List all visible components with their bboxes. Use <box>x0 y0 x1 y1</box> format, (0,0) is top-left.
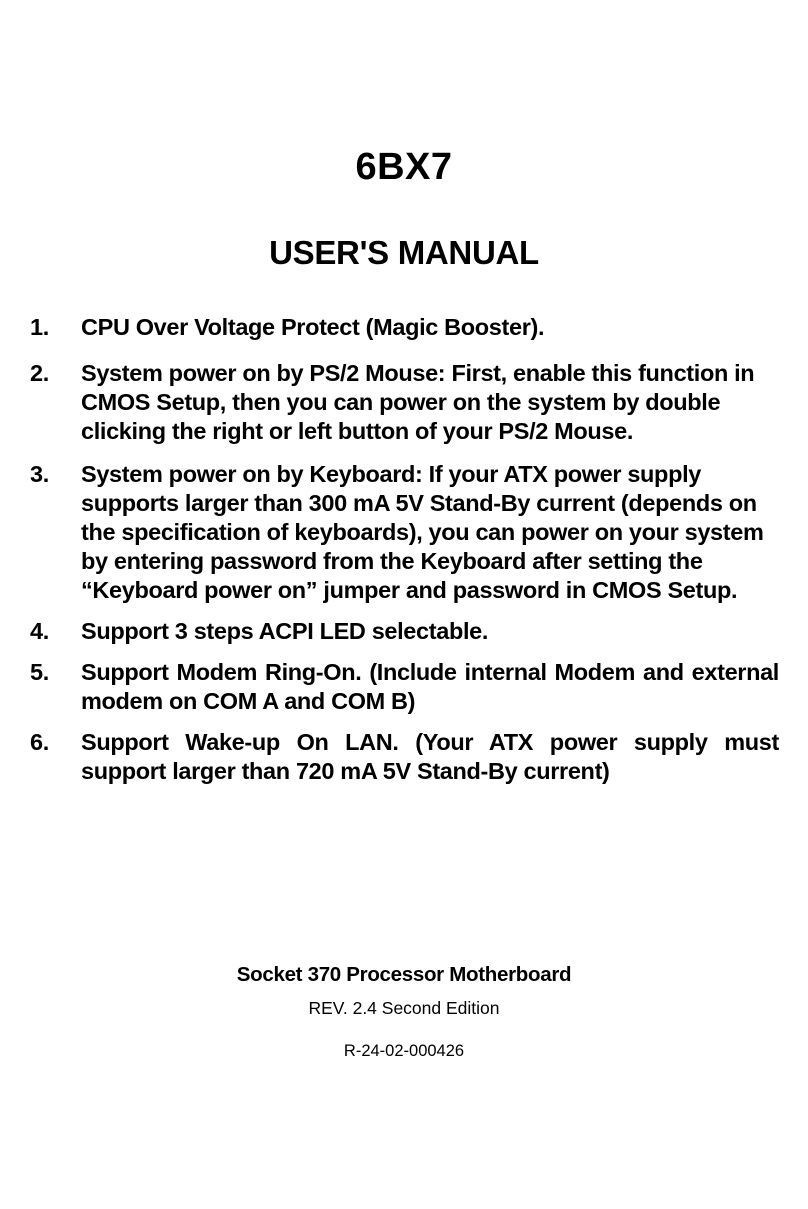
feature-text: Support Modem Ring-On. (Include internal Modem and external modem on COM A and COM B) <box>81 659 779 714</box>
feature-text: Support Wake-up On LAN. (Your ATX power supply must support larger than 720 mA 5V Stand-By current) <box>81 729 779 784</box>
feature-text: CPU Over Voltage Protect (Magic Booster). <box>81 314 545 340</box>
feature-text: Support 3 steps ACPI LED selectable. <box>81 618 489 644</box>
feature-item-4 <box>0 617 779 646</box>
feature-number: 4. <box>30 618 49 644</box>
revision-label: REV. 2.4 Second Edition <box>308 998 500 1018</box>
feature-item-2 <box>0 359 779 446</box>
feature-list <box>0 313 808 798</box>
feature-item-3 <box>0 460 779 605</box>
feature-number: 6. <box>30 729 49 755</box>
feature-number: 5. <box>30 659 49 685</box>
feature-item-5 <box>0 658 779 716</box>
feature-text: System power on by PS/2 Mouse: First, enable this function in CMOS Setup, then you can power on the system by double clicking the right or left button of your PS/2 Mouse. <box>81 360 755 444</box>
product-name: Socket 370 Processor Motherboard <box>236 963 572 986</box>
feature-number: 1. <box>30 314 49 340</box>
feature-number: 3. <box>30 461 49 487</box>
manual-title: USER'S MANUAL <box>269 234 539 271</box>
feature-text: System power on by Keyboard: If your ATX power supply supports larger than 300 mA 5V Stand-By current (depends on the specification of keyboards), you can power on your system by entering password from the Keyboard after setting the “Keyboard power on” jumper and password in CMOS Setup. <box>81 461 764 603</box>
feature-item-6 <box>0 728 779 786</box>
feature-number: 2. <box>30 360 49 386</box>
document-number: R-24-02-000426 <box>343 1042 465 1060</box>
feature-item-1 <box>0 313 779 342</box>
model-name: 6BX7 <box>355 146 453 188</box>
